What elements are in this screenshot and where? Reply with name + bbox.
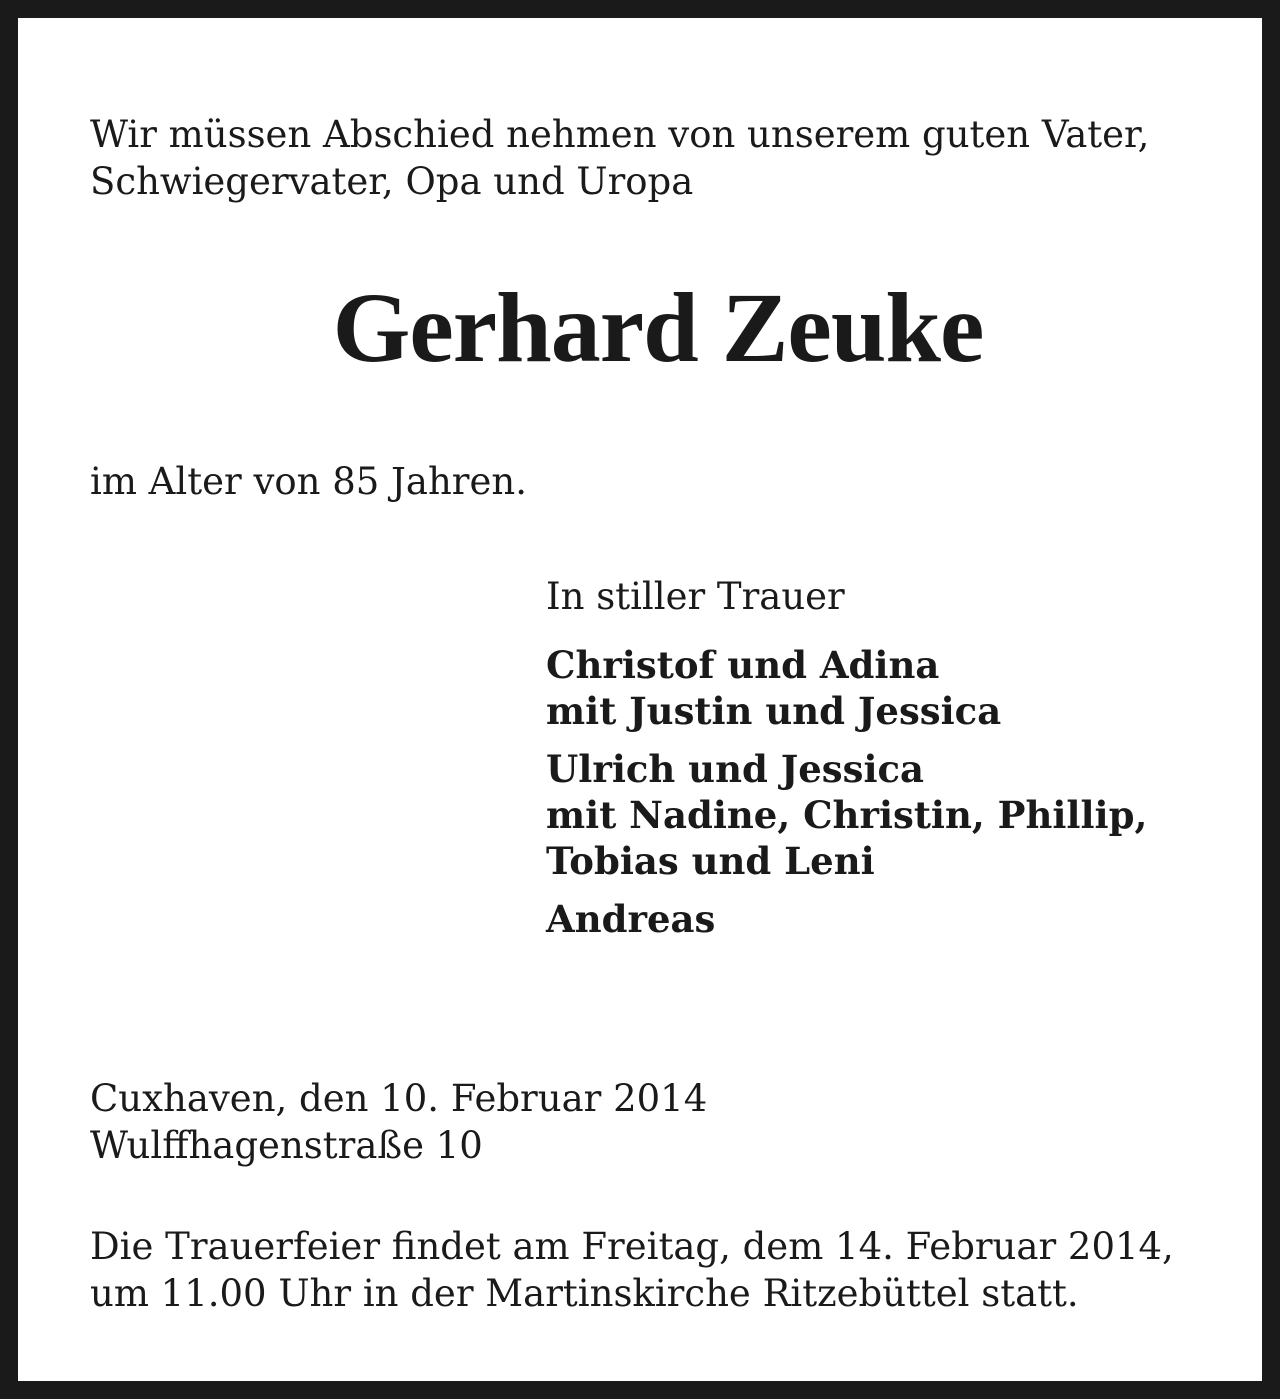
intro-line-2: Schwiegervater, Opa und Uropa bbox=[90, 160, 694, 203]
family-group-andreas bbox=[546, 896, 1246, 942]
address-line: Wulffhagenstraße 10 bbox=[90, 1124, 483, 1167]
ceremony-line-2: um 11.00 Uhr in der Martinskirche Ritzebüttel statt. bbox=[90, 1272, 1079, 1315]
family-line: Tobias und Leni bbox=[546, 839, 875, 883]
family-line: mit Nadine, Christin, Phillip, bbox=[546, 793, 1148, 837]
family-line: mit Justin und Jessica bbox=[546, 689, 1002, 733]
ceremony-info bbox=[90, 1223, 1250, 1317]
family-line: Ulrich und Jessica bbox=[546, 747, 925, 791]
place-and-date bbox=[90, 1075, 707, 1169]
ceremony-line-1: Die Trauerfeier findet am Freitag, dem 14. Februar 2014, bbox=[90, 1225, 1174, 1268]
family-line: Andreas bbox=[546, 897, 716, 941]
intro-text bbox=[90, 111, 1250, 205]
family-group-christof bbox=[546, 642, 1246, 734]
mourners-block bbox=[546, 573, 1246, 954]
age-line: im Alter von 85 Jahren. bbox=[90, 460, 527, 503]
date-line: Cuxhaven, den 10. Februar 2014 bbox=[90, 1077, 708, 1120]
intro-line-1: Wir müssen Abschied nehmen von unserem guten Vater, bbox=[90, 113, 1150, 156]
deceased-name: Gerhard Zeuke bbox=[332, 272, 984, 383]
family-line: Christof und Adina bbox=[546, 643, 940, 687]
family-group-ulrich bbox=[546, 746, 1246, 884]
mourning-label: In stiller Trauer bbox=[546, 575, 845, 618]
